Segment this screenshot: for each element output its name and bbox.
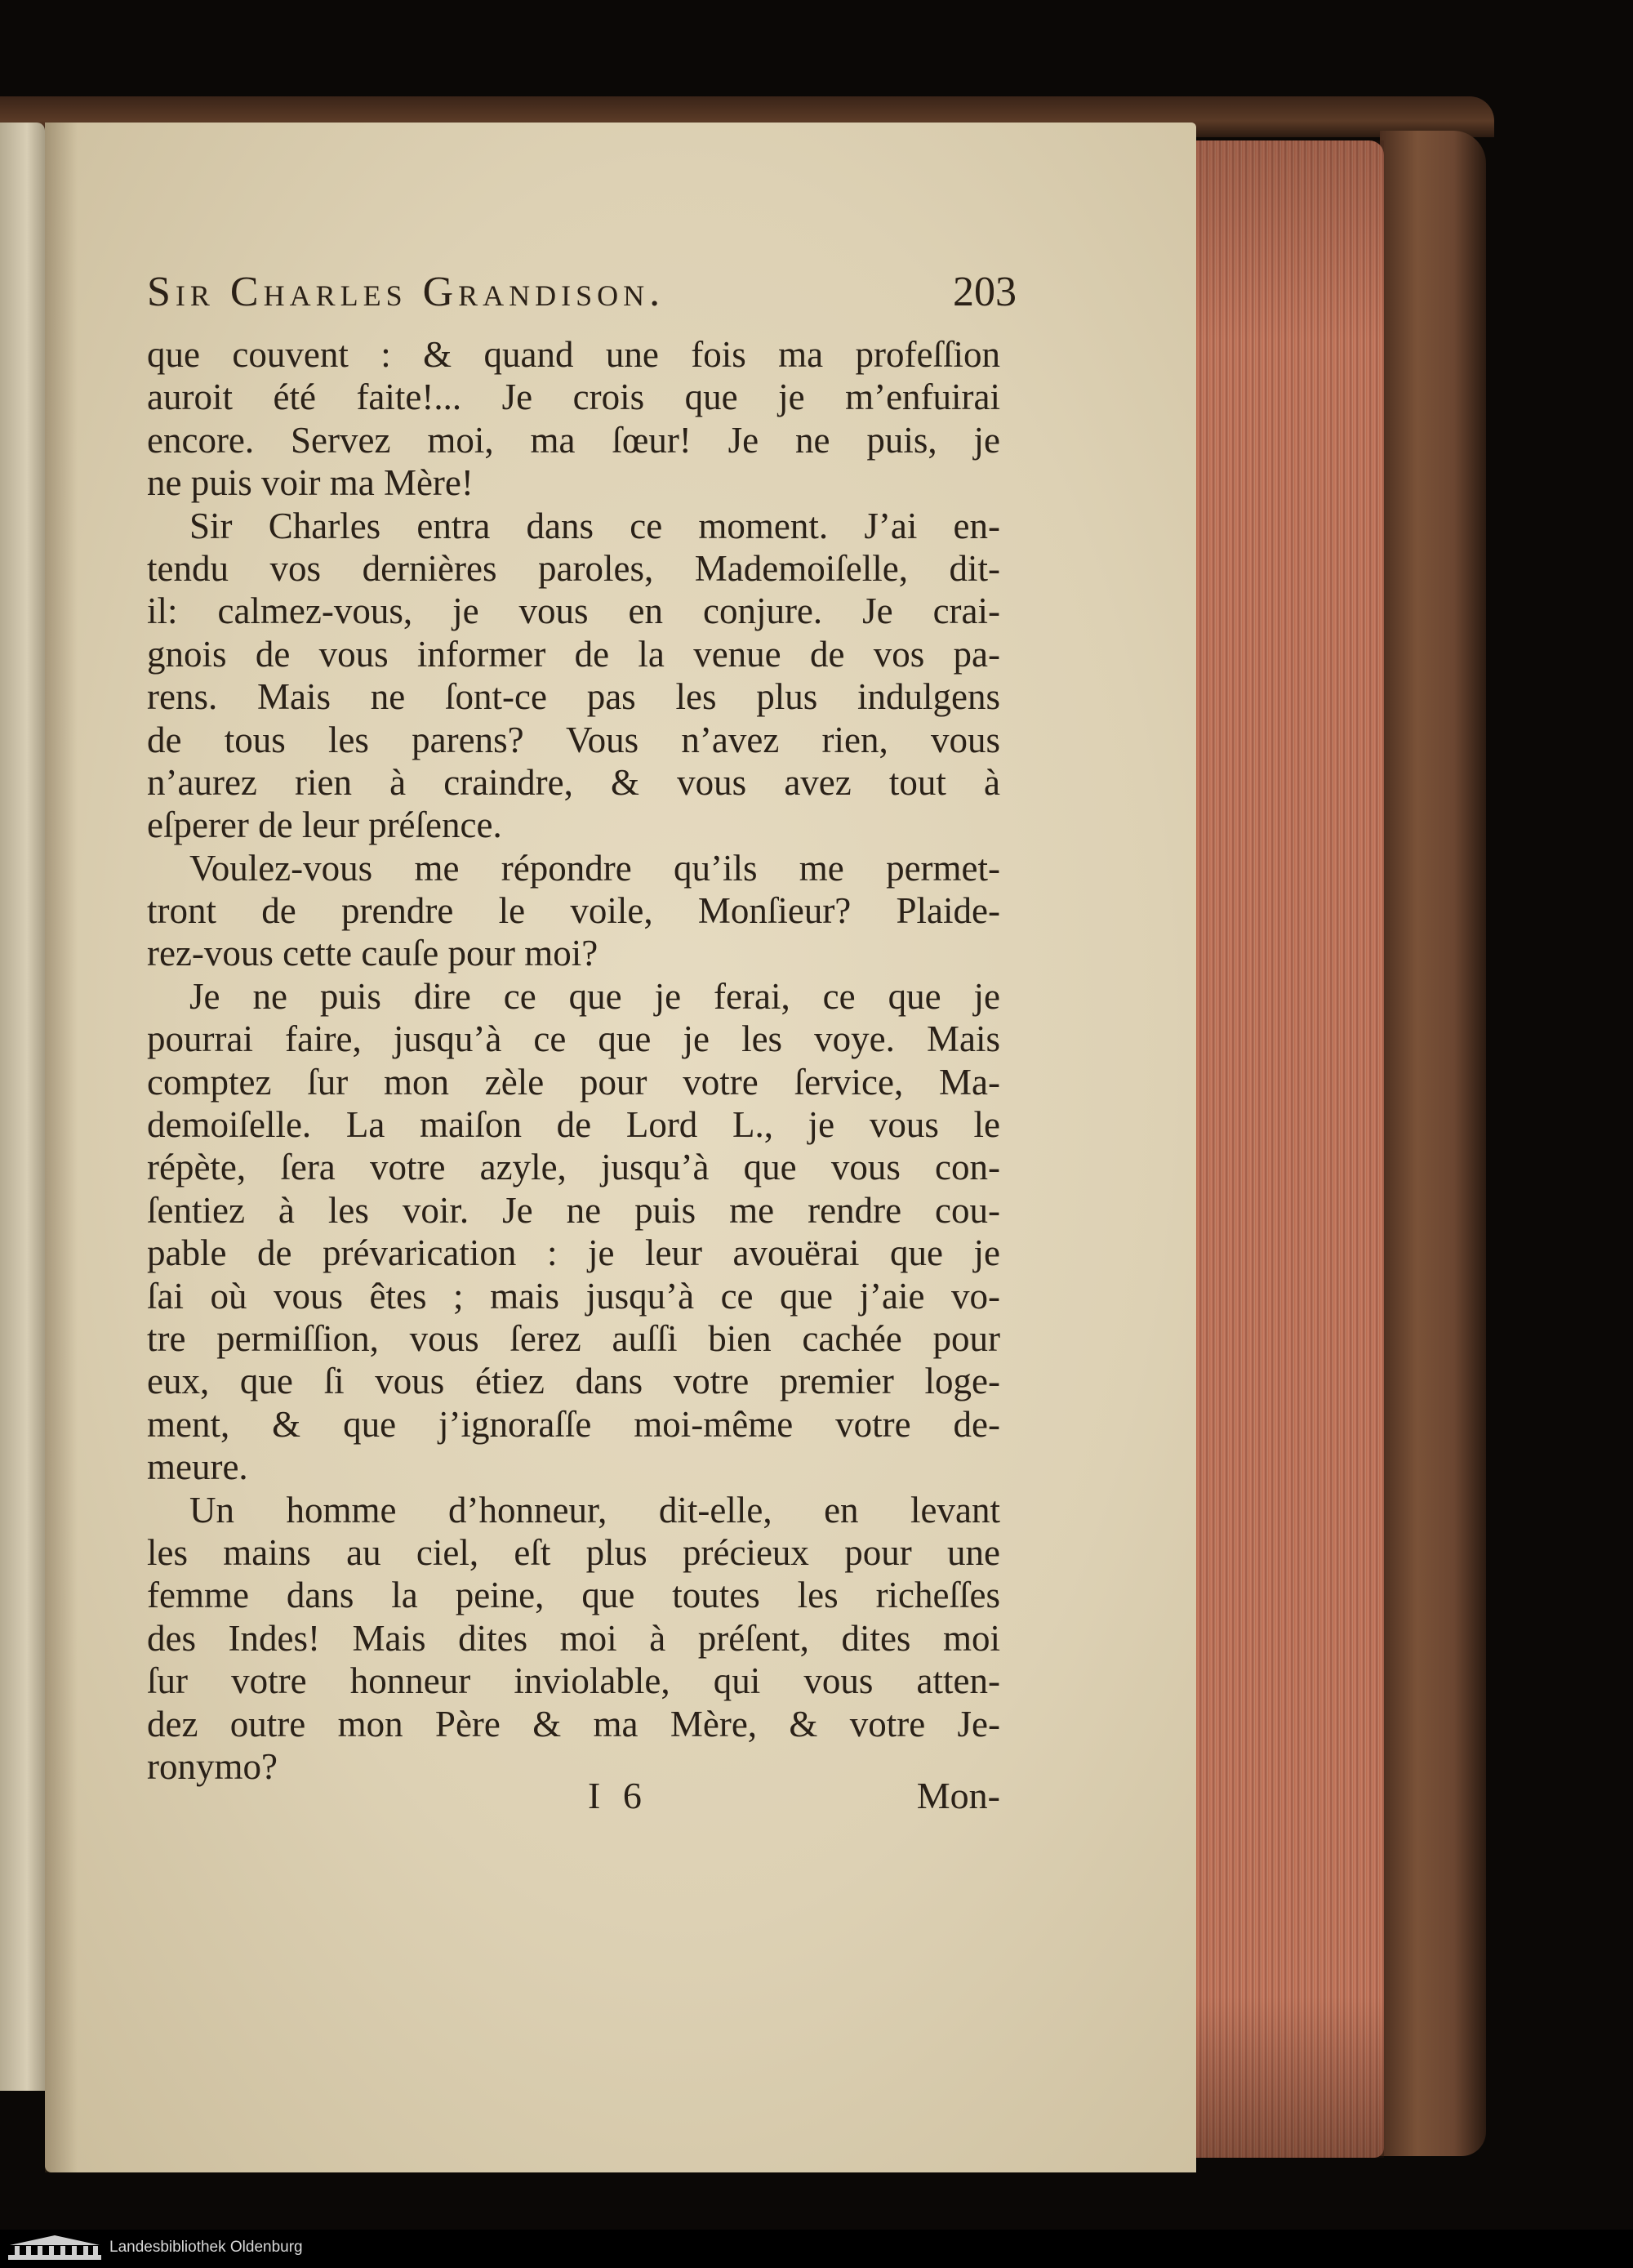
text-line: demoiſelle. La maiſon de Lord L., je vous le [147,1104,1000,1146]
text-line: comptez ſur mon zèle pour votre ſervice, Ma- [147,1061,1000,1103]
text-line: de tous les parens? Vous n’avez rien, vous [147,719,1000,760]
running-head [147,268,1017,325]
text-line: femme dans la peine, que toutes les richeſſes [147,1575,1000,1616]
text-line: meure. [147,1446,248,1488]
text-line: Voulez-vous me répondre qu’ils me permet- [189,847,1000,889]
text-line: pable de prévarication : je leur avouërai que je [147,1232,1000,1274]
text-line: tendu vos dernières paroles, Mademoiſelle, dit- [147,547,1000,589]
running-head-title: Sir Charles Grandison. [147,269,665,315]
text-line: eux, que ſi vous étiez dans votre premier loge- [147,1361,1000,1402]
text-line: des Indes! Mais dites moi à préſent, dites moi [147,1617,1000,1659]
catchword: Mon- [916,1775,1000,1816]
text-line: les mains au ciel, eſt plus précieux pour une [147,1531,1000,1573]
text-line: n’aurez rien à craindre, & vous avez tout à [147,761,1000,803]
text-line: ſai où vous êtes ; mais jusqu’à ce que j’aie vo- [147,1275,1000,1317]
text-line: rens. Mais ne ſont-ce pas les plus indulgens [147,676,1000,718]
text-line: ronymo? [147,1745,278,1787]
text-line: tront de prendre le voile, Monſieur? Plaide- [147,890,1000,932]
library-name: Landesbibliothek Oldenburg [109,2239,303,2256]
page-number: 203 [953,269,1017,315]
text-line: encore. Servez moi, ma ſœur! Je ne puis, je [147,419,1000,461]
text-line: Un homme d’honneur, dit-elle, en levant [189,1489,1000,1531]
text-line: ment, & que j’ignoraſſe moi-même votre de- [147,1403,1000,1445]
text-line: ſentiez à les voir. Je ne puis me rendre cou- [147,1189,1000,1231]
body-text [147,333,1000,1788]
text-line: répète, ſera votre azyle, jusqu’à que vous con- [147,1147,1000,1188]
left-page-edge [0,123,45,2091]
text-line: Je ne puis dire ce que je ferai, ce que je [189,975,1000,1017]
text-line: il: calmez-vous, je vous en conjure. Je crai- [147,590,1000,632]
text-line: ne puis voir ma Mère! [147,462,474,504]
signature-mark: I 6 [588,1775,648,1816]
gutter-shadow [45,123,78,2172]
text-line: tre permiſſion, vous ſerez auſſi bien cachée pour [147,1317,1000,1359]
page-footer [147,1774,1000,1823]
page-stack-shade [1196,140,1384,2158]
text-line: gnois de vous informer de la venue de vos pa- [147,633,1000,675]
library-logo-icon [7,2234,103,2263]
text-line: pourrai faire, jusqu’à ce que je les voye. Mais [147,1018,1000,1060]
text-line: que couvent : & quand une fois ma profeſſion [147,334,1000,375]
text-line: dez outre mon Père & ma Mère, & votre Je- [147,1703,1000,1744]
text-line: rez-vous cette cauſe pour moi? [147,933,598,974]
text-line: ſur votre honneur inviolable, qui vous atten- [147,1660,1000,1702]
book-cover-right [1380,131,1486,2156]
text-line: eſperer de leur préſence. [147,804,502,846]
text-line: auroit été faite!... Je crois que je m’enfuirai [147,377,1000,418]
text-line: Sir Charles entra dans ce moment. J’ai en- [189,505,1000,546]
